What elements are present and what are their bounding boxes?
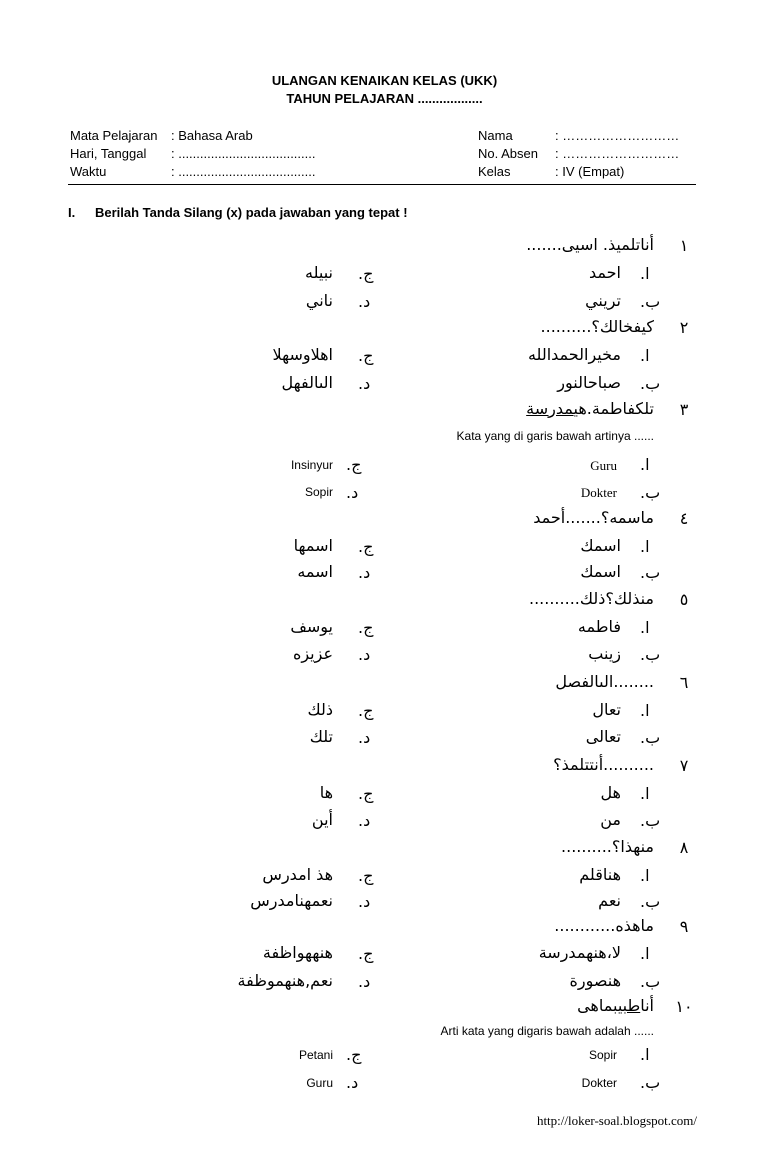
option-c: ذلك — [307, 700, 333, 719]
option-c: Petani — [298, 1048, 333, 1062]
name-label: Nama — [478, 128, 513, 143]
option-d: عزيزه — [292, 644, 333, 663]
option-letter-d: د. — [346, 483, 359, 502]
option-c: اهلاوسهلا — [272, 345, 333, 364]
option-d: اسمه — [297, 562, 333, 581]
option-c: Insinyur — [290, 458, 333, 472]
option-letter-d: د. — [358, 892, 371, 911]
absen-label: No. Absen — [478, 146, 538, 161]
date-label: Hari, Tanggal — [70, 146, 147, 161]
footer-url[interactable]: http://loker-soal.blogspot.com/ — [536, 1113, 697, 1128]
question-text: منهذا؟.......... — [561, 837, 654, 856]
question-text — [526, 399, 654, 418]
option-c: يوسف — [290, 617, 333, 636]
option-b: صباحالنور — [557, 373, 621, 392]
question-text: منذلك؟ذلك.......... — [529, 589, 654, 608]
option-letter-c: ج. — [358, 944, 374, 963]
option-b: زينب — [588, 644, 621, 663]
question-number: ٣ — [679, 400, 689, 419]
option-letter-c: ج. — [358, 701, 374, 720]
option-b: تريني — [585, 291, 621, 310]
option-b: Dokter — [580, 485, 617, 500]
question-number: ٨ — [679, 838, 689, 857]
exam-title: ULANGAN KENAIKAN KELAS (UKK) — [271, 73, 498, 88]
option-d: Guru — [306, 1076, 333, 1090]
option-letter-c: ج. — [358, 264, 374, 283]
option-letter-a: ا. — [640, 618, 650, 637]
option-letter-b: ب. — [640, 563, 661, 582]
question-number: ٤ — [679, 509, 689, 528]
question-number: ١ — [679, 236, 689, 255]
option-letter-b: ب. — [640, 728, 661, 747]
option-d: نعمهنامدرس — [250, 891, 333, 910]
option-letter-b: ب. — [640, 483, 661, 502]
option-letter-a: ا. — [640, 784, 650, 803]
option-a: لا،هنهمدرسة — [538, 943, 621, 962]
question-text: كيفخالك؟.......... — [540, 317, 654, 336]
option-letter-a: ا. — [640, 1045, 650, 1064]
class-value: : IV (Empat) — [555, 164, 625, 179]
section-number: I. — [68, 205, 76, 220]
option-a: اسمك — [580, 536, 621, 555]
question-text: أناتلميذ. اسيى....... — [526, 235, 654, 254]
option-letter-a: ا. — [640, 701, 650, 720]
underlined-word: مدرسة — [526, 399, 574, 418]
question-text — [577, 996, 654, 1015]
option-a: فاطمه — [577, 617, 621, 636]
option-letter-c: ج. — [358, 618, 374, 637]
option-b: Dokter — [581, 1076, 617, 1090]
option-b: هنصورة — [569, 971, 621, 990]
question-number: ٧ — [679, 756, 689, 775]
option-letter-d: د. — [358, 811, 371, 830]
option-letter-c: ج. — [346, 1045, 362, 1064]
option-b: اسمك — [580, 562, 621, 581]
option-letter-b: ب. — [640, 1073, 661, 1092]
option-a: هل — [600, 783, 621, 802]
option-c: ها — [319, 783, 333, 802]
subject-label: Mata Pelajaran — [70, 128, 158, 143]
option-b: تعالى — [585, 727, 621, 746]
option-d: Sopir — [304, 485, 333, 499]
option-letter-b: ب. — [640, 811, 661, 830]
time-label: Waktu — [70, 164, 107, 179]
date-value: : ...................................... — [171, 146, 316, 161]
question-number: ٦ — [679, 673, 689, 692]
option-a: Sopir — [588, 1048, 617, 1062]
name-value: : ……………………… — [555, 128, 680, 143]
option-c: اسمها — [293, 536, 333, 555]
option-letter-a: ا. — [640, 944, 650, 963]
option-letter-a: ا. — [640, 866, 650, 885]
option-letter-c: ج. — [358, 346, 374, 365]
option-letter-a: ا. — [640, 346, 650, 365]
option-letter-d: د. — [358, 563, 371, 582]
option-letter-d: د. — [358, 728, 371, 747]
option-c: هنههواظفة — [262, 943, 333, 962]
question-text: ........الىالفصل — [555, 672, 654, 691]
option-a: مخيرالحمدالله — [527, 345, 621, 364]
option-letter-a: ا. — [640, 537, 650, 556]
option-d: ناني — [305, 291, 333, 310]
option-a: تعال — [592, 700, 621, 719]
class-label: Kelas — [478, 164, 511, 179]
option-d: الىالفهل — [281, 373, 333, 392]
option-c: نبيله — [305, 263, 333, 282]
question-note: Arti kata yang digaris bawah adalah ...... — [440, 1024, 654, 1038]
option-letter-c: ج. — [358, 537, 374, 556]
question-text-part: تلكفاطمة.هي — [573, 399, 654, 418]
option-letter-d: د. — [358, 292, 371, 311]
option-c: هذ امدرس — [262, 865, 333, 884]
question-number: ٩ — [679, 917, 689, 936]
absen-value: : ……………………… — [555, 146, 680, 161]
option-letter-d: د. — [358, 972, 371, 991]
option-a: Guru — [590, 458, 617, 473]
option-b: نعم — [598, 891, 621, 910]
underlined-word: طبيب — [613, 996, 641, 1015]
question-text: ..........أنتتلمذ؟ — [553, 755, 654, 774]
option-letter-a: ا. — [640, 455, 650, 474]
question-number: ٢ — [679, 318, 689, 337]
header-divider — [68, 184, 696, 185]
section-heading — [68, 205, 408, 220]
option-letter-b: ب. — [640, 292, 661, 311]
question-note: Kata yang di garis bawah artinya ...... — [456, 429, 654, 443]
option-a: هناقلم — [579, 865, 621, 884]
option-letter-d: د. — [358, 645, 371, 664]
option-letter-b: ب. — [640, 645, 661, 664]
option-letter-d: د. — [346, 1073, 359, 1092]
question-text-part: ماهى — [577, 996, 613, 1015]
time-value: : ...................................... — [171, 164, 316, 179]
option-letter-c: ج. — [358, 866, 374, 885]
option-letter-c: ج. — [346, 455, 362, 474]
section-instruction: Berilah Tanda Silang (x) pada jawaban yang tepat ! — [95, 205, 408, 220]
question-number: ١٠ — [675, 997, 693, 1016]
question-text: ماسمه؟.......أحمد — [533, 508, 654, 527]
subject-value: : Bahasa Arab — [171, 128, 253, 143]
option-letter-c: ج. — [358, 784, 374, 803]
option-d: أين — [311, 810, 333, 829]
option-letter-b: ب. — [640, 374, 661, 393]
option-b: من — [600, 810, 621, 829]
option-d: نعم,هنهموظفة — [237, 971, 333, 990]
option-a: احمد — [589, 263, 621, 282]
question-number: ٥ — [679, 590, 689, 609]
option-letter-b: ب. — [640, 972, 661, 991]
option-letter-b: ب. — [640, 892, 661, 911]
option-letter-d: د. — [358, 374, 371, 393]
question-text: ماهذه............ — [554, 916, 654, 935]
question-text-part: أنا — [640, 996, 654, 1015]
school-year: TAHUN PELAJARAN .................. — [286, 91, 483, 106]
option-letter-a: ا. — [640, 264, 650, 283]
option-d: تلك — [309, 727, 333, 746]
